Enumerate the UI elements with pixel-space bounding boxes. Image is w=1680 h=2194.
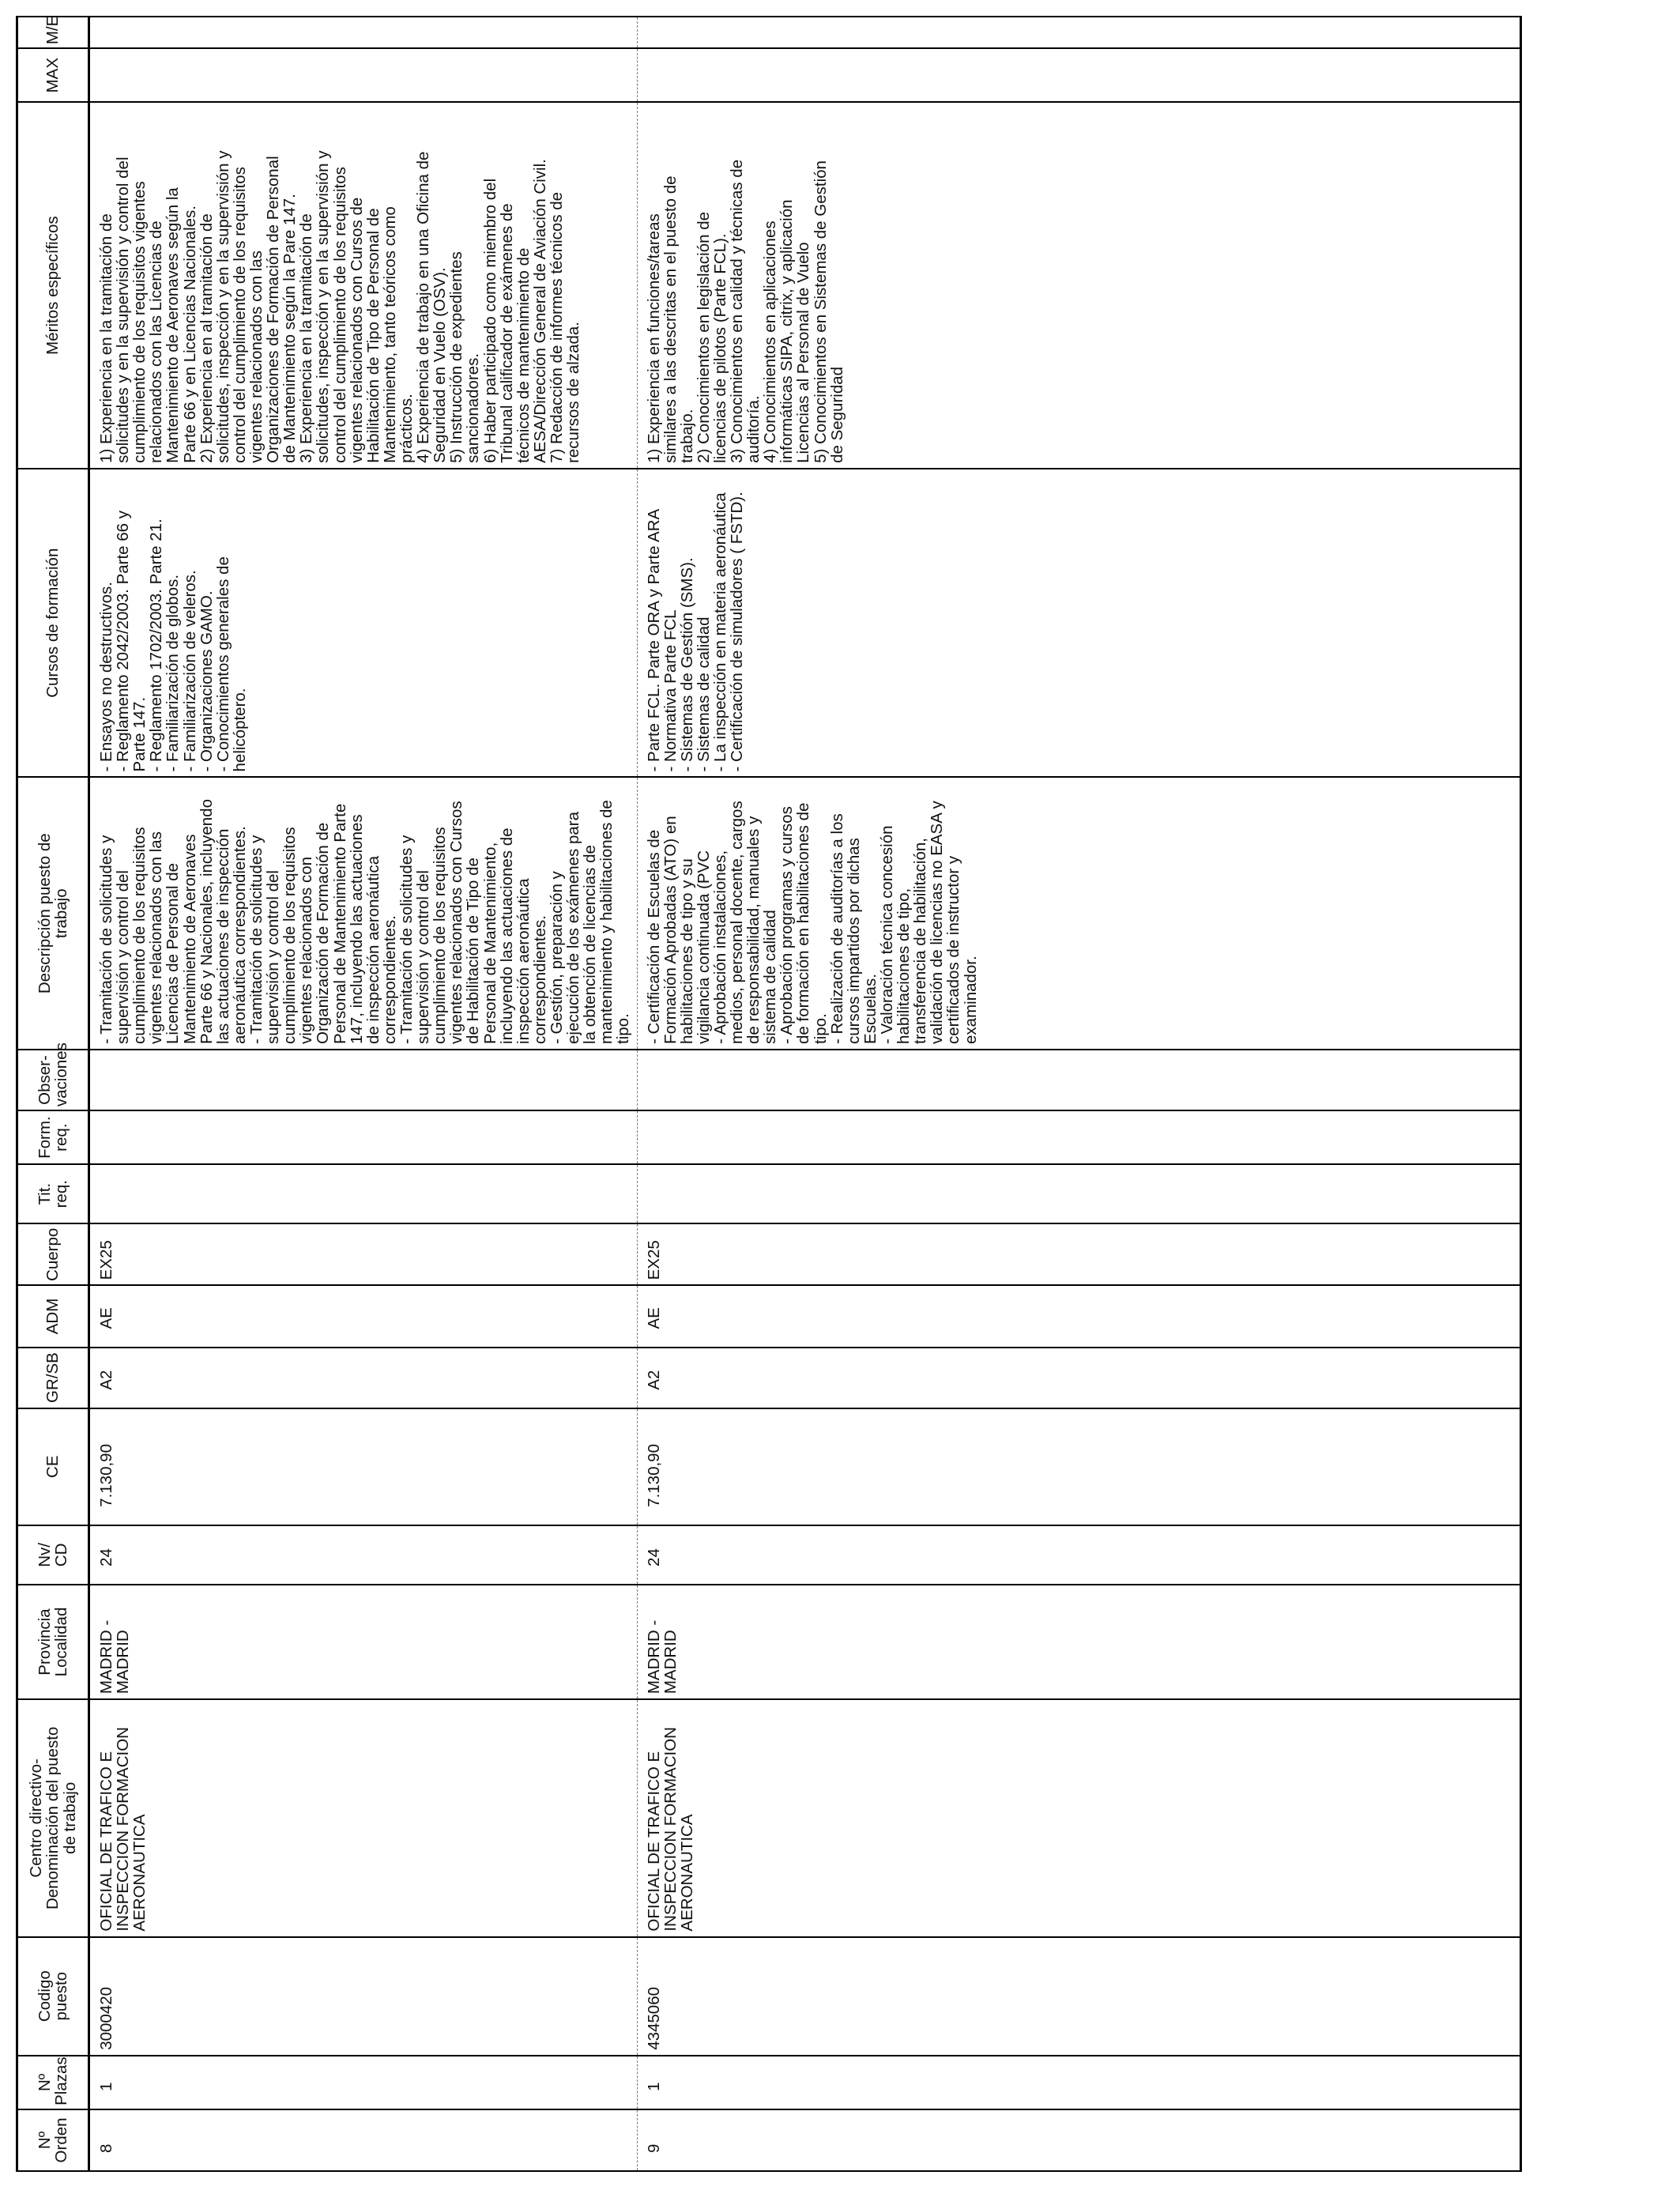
col-header-adm: ADM [17, 1285, 89, 1347]
cell-observaciones [89, 1050, 638, 1110]
col-header-orden: Nº Orden [17, 2109, 89, 2171]
cell-codigo: 3000420 [89, 1937, 638, 2056]
cell-me [637, 17, 1520, 48]
cell-descripcion: - Tramitación de solicitudes y supervisión y control del cumplimiento de los requisitos vigentes relacionados con las Licencias de Personal de Mantenimiento de Aeronaves Parte 66 y Nacionales, incluyendo las actuaciones de inspección aeronáutica correspondientes. - Tramitación de solicitudes y supervisión y control del cumplimiento de los requisitos vigentes relacionados con Organización de Formación de Personal de Mantenimiento Parte 147, incluyendo las actuaciones de inspección aeronáutica correspondientes. - Tramitación de solicitudes y supervisión y control del cumplimiento de los requisitos vigentes relacionados con Cursos de Habilitación de Tipo de Personal de Mantenimiento, incluyendo las actuaciones de inspección aeronáutica correspondientes. - Gestión, preparación y ejecución de los exámenes para la obtención de licencias de mantenimiento y habilitaciones de tipo. [89, 777, 638, 1050]
cell-titulacion [89, 1164, 638, 1223]
col-header-ce: CE [17, 1408, 89, 1525]
cell-grupo: A2 [637, 1348, 1520, 1408]
cell-nivel: 24 [637, 1525, 1520, 1585]
cell-orden: 8 [89, 2109, 638, 2171]
cell-formacion [637, 1110, 1520, 1164]
cell-formacion [89, 1110, 638, 1164]
cell-grupo: A2 [89, 1348, 638, 1408]
col-header-descripcion: Descripción puesto de trabajo [17, 777, 89, 1050]
header-row [17, 17, 89, 2171]
table-row [637, 17, 1520, 2171]
cell-observaciones [637, 1050, 1520, 1110]
col-header-max: MAX [17, 48, 89, 102]
cell-nivel: 24 [89, 1525, 638, 1585]
col-header-provincia: Provincia Localidad [17, 1585, 89, 1699]
col-header-grupo: GR/SB [17, 1348, 89, 1408]
cell-me [89, 17, 638, 48]
cell-provincia: MADRID - MADRID [637, 1585, 1520, 1699]
cell-adm: AE [89, 1285, 638, 1347]
job-positions-table [16, 16, 1522, 2172]
table-row [89, 17, 638, 2171]
cell-cursos: - Ensayos no destructivos. - Reglamento 2042/2003. Parte 66 y Parte 147. - Reglamento 1702/2003. Parte 21. - Familiarización de globos. - Familiarización de veleros. - Organizaciones GAMO. - Conocimientos generales de helicóptero. [89, 469, 638, 778]
cell-provincia: MADRID - MADRID [89, 1585, 638, 1699]
cell-cursos: - Parte FCL. Parte ORA y Parte ARA - Normativa Parte FCL - Sistemas de Gestión (SMS). - Sistemas de calidad - La inspección en materia aeronáutica - Certificación de simuladores ( FSTD). [637, 469, 1520, 778]
col-header-centro: Centro directivo- Denominación del puesto de trabajo [17, 1699, 89, 1936]
cell-descripcion: - Certificación de Escuelas de Formación Aprobadas (ATO) en habilitaciones de tipo y su vigilancia continuada (PVC - Aprobación instalaciones, medios, personal docente, cargos de responsabilidad, manuales y sistema de calidad - Aprobación programas y cursos de formación en habilitaciones de tipo. - Realización de auditorías a los cursos impartidos por dichas Escuelas. - Valoración técnica concesión habilitaciones de tipo, transferencia de habilitación, validación de licencias no EASA y certificados de instructor y examinador. [637, 777, 1520, 1050]
cell-titulacion [637, 1164, 1520, 1223]
cell-meritos: 1) Experiencia en funciones/tareas similares a las descritas en el puesto de trabajo. 2) Conocimientos en legislación de licencias de pilotos (Parte FCL). 3) Conocimientos en calidad y técnicas de auditoría. 4) Conocimientos en aplicaciones informáticas SIPA, citrix, y aplicación Licencias al Personal de Vuelo 5) Conocimientos en Sistemas de Gestión de Seguridad [637, 102, 1520, 469]
cell-orden: 9 [637, 2109, 1520, 2171]
cell-centro: OFICIAL DE TRAFICO E INSPECCION FORMACION AERONAUTICA [89, 1699, 638, 1936]
col-header-codigo: Codigo puesto [17, 1937, 89, 2056]
cell-plazas: 1 [637, 2056, 1520, 2109]
col-header-observaciones: Obser- vaciones [17, 1050, 89, 1110]
cell-cuerpo: EX25 [89, 1223, 638, 1285]
cell-meritos: 1) Experiencia en la tramitación de solicitudes y en la supervisión y control del cumplimiento de los requisitos vigentes relacionados con las Licencias de Mantenimiento de Aeronaves según la Parte 66 y en Licencias Nacionales. 2) Experiencia en al tramitación de solicitudes, inspección y en la supervisión y control del cumplimiento de los requisitos vigentes relacionados con las Organizaciones de Formación de Personal de Mantenimiento según la Pare 147. 3) Experiencia en la tramitación de solicitudes, inspección y en la supervisión y control del cumplimiento de los requisitos vigentes relacionados con Cursos de Habilitación de Tipo de Personal de Mantenimiento, tanto teóricos como prácticos. 4) Experiencia de trabajo en una Oficina de Seguridad en Vuelo (OSV). 5) Instrucción de expedientes sancionadores. 6) Haber participado como miembro del Tribunal calificador de exámenes de técnicos de mantenimiento de AESA/Dirección General de Aviación Civil. 7) Redacción de informes técnicos de recursos de alzada. [89, 102, 638, 469]
col-header-meritos: Méritos específicos [17, 102, 89, 469]
col-header-formacion: Form. req. [17, 1110, 89, 1164]
cell-adm: AE [637, 1285, 1520, 1347]
cell-codigo: 4345060 [637, 1937, 1520, 2056]
col-header-nivel: Nv/ CD [17, 1525, 89, 1585]
cell-max [637, 48, 1520, 102]
col-header-me: M/E [17, 17, 89, 48]
col-header-titulacion: Tit. req. [17, 1164, 89, 1223]
col-header-cursos: Cursos de formación [17, 469, 89, 778]
cell-plazas: 1 [89, 2056, 638, 2109]
cell-centro: OFICIAL DE TRAFICO E INSPECCION FORMACION AERONAUTICA [637, 1699, 1520, 1936]
col-header-cuerpo: Cuerpo [17, 1223, 89, 1285]
cell-ce: 7.130,90 [637, 1408, 1520, 1525]
cell-max [89, 48, 638, 102]
cell-cuerpo: EX25 [637, 1223, 1520, 1285]
cell-ce: 7.130,90 [89, 1408, 638, 1525]
col-header-plazas: Nº Plazas [17, 2056, 89, 2109]
